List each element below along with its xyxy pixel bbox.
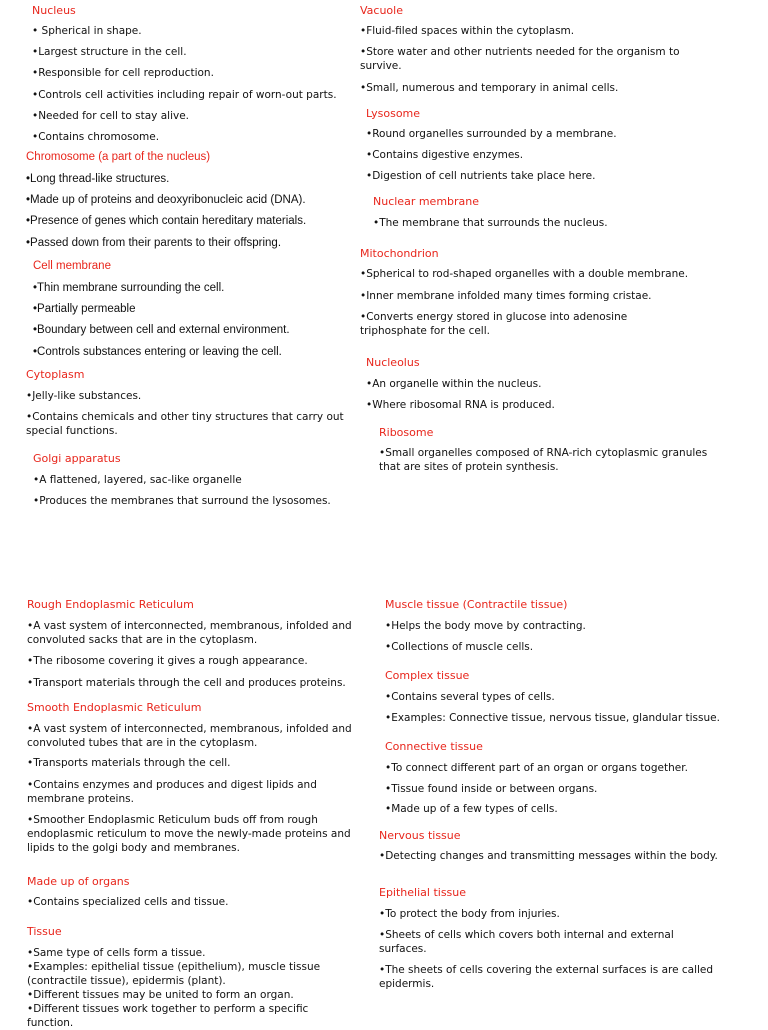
section-complex-tissue [385, 669, 685, 682]
bullet: •Responsible for cell reproduction. [32, 67, 214, 79]
section-title: Made up of organs [27, 875, 130, 888]
bullet: •To protect the body from injuries. [379, 908, 560, 920]
bullet: •Boundary between cell and external environment. [33, 324, 290, 336]
bullet: •Contains digestive enzymes. [366, 149, 524, 161]
bullet: •Contains enzymes and produces and digest lipids and membrane proteins. [27, 779, 317, 805]
bullet: •Long thread-like structures. [26, 173, 170, 185]
bullet: •Produces the membranes that surround the lysosomes. [33, 495, 331, 507]
section-nervous-tissue [379, 829, 679, 842]
section-vacuole [360, 4, 660, 17]
line: •Examples: epithelial tissue (epithelium), muscle tissue (contractile tissue), epidermis (plant). [27, 961, 321, 987]
section-title: Nucleus [32, 4, 76, 17]
section-cell-membrane [33, 260, 333, 273]
bullet: •Transport materials through the cell and produces proteins. [27, 677, 346, 689]
section-title: Vacuole [360, 4, 403, 17]
bullet: •Helps the body move by contracting. [385, 620, 586, 632]
bullet: •Small, numerous and temporary in animal cells. [360, 82, 619, 94]
section-title: Lysosome [366, 107, 421, 120]
section-title: Mitochondrion [360, 247, 439, 260]
section-title: Golgi apparatus [33, 452, 121, 465]
section-title: Tissue [27, 925, 62, 938]
section-title: Cell membrane [33, 260, 111, 272]
tissue-lines [27, 946, 347, 1030]
bullet: •Converts energy stored in glucose into adenosine triphosphate for the cell. [360, 311, 628, 337]
bullet: •Largest structure in the cell. [32, 46, 187, 58]
line: •Different tissues work together to perform a specific function. [27, 1003, 309, 1029]
section-organs [27, 875, 327, 888]
section-title: Cytoplasm [26, 368, 85, 381]
section-title: Complex tissue [385, 669, 470, 682]
section-smooth-er [27, 701, 347, 714]
bullet: •Spherical to rod-shaped organelles with a double membrane. [360, 268, 689, 280]
bullet: •Examples: Connective tissue, nervous tissue, glandular tissue. [385, 712, 720, 724]
section-nuclear-membrane [373, 195, 673, 208]
bullet: •Small organelles composed of RNA-rich cytoplasmic granules that are sites of protein synthesis. [379, 447, 708, 473]
bullet: •Contains chemicals and other tiny structures that carry out special functions. [26, 411, 344, 437]
bullet: •Collections of muscle cells. [385, 641, 534, 653]
bullet: •Made up of proteins and deoxyribonucleic acid (DNA). [26, 194, 306, 206]
section-title: Ribosome [379, 426, 434, 439]
section-nucleolus [366, 356, 666, 369]
bullet: •Fluid-filed spaces within the cytoplasm. [360, 25, 575, 37]
bullet: •To connect different part of an organ or organs together. [385, 762, 688, 774]
section-connective-tissue [385, 740, 685, 753]
bullet: •Passed down from their parents to their offspring. [26, 237, 282, 249]
bullet: •Presence of genes which contain hereditary materials. [26, 215, 307, 227]
bullet: •Contains several types of cells. [385, 691, 555, 703]
bullet: •Controls substances entering or leaving the cell. [33, 346, 282, 358]
line: •Different tissues may be united to form an organ. [27, 989, 294, 1001]
bullet: •Made up of a few types of cells. [385, 803, 558, 815]
bullet: •Store water and other nutrients needed for the organism to survive. [360, 46, 680, 72]
bullet: •Tissue found inside or between organs. [385, 783, 598, 795]
bullet: •Inner membrane infolded many times forming cristae. [360, 290, 652, 302]
bullet: •A vast system of interconnected, membranous, infolded and convoluted tubes that are in the cytoplasm. [27, 723, 352, 749]
bullet: •Thin membrane surrounding the cell. [33, 282, 225, 294]
section-title: Nervous tissue [379, 829, 461, 842]
bullet: •Jelly-like substances. [26, 390, 142, 402]
bullet: •An organelle within the nucleus. [366, 378, 542, 390]
section-rough-er [27, 598, 347, 611]
section-chromosome [26, 151, 346, 164]
bullet: •Digestion of cell nutrients take place here. [366, 170, 596, 182]
bullet: •The membrane that surrounds the nucleus. [373, 217, 608, 229]
bullet: •The sheets of cells covering the external surfaces is are called epidermis. [379, 964, 714, 990]
bullet: •A flattened, layered, sac-like organelle [33, 474, 242, 486]
section-mitochondrion [360, 247, 660, 260]
section-tissue [27, 925, 327, 938]
bullet: •Where ribosomal RNA is produced. [366, 399, 555, 411]
section-title: Chromosome (a part of the nucleus) [26, 151, 211, 163]
section-muscle-tissue [385, 598, 705, 611]
section-title: Smooth Endoplasmic Reticulum [27, 701, 202, 714]
bullet: •Sheets of cells which covers both internal and external surfaces. [379, 929, 674, 955]
section-nucleus [32, 4, 332, 17]
section-title: Epithelial tissue [379, 886, 467, 899]
bullet: •Needed for cell to stay alive. [32, 110, 190, 122]
section-title: Muscle tissue (Contractile tissue) [385, 598, 568, 611]
section-title: Connective tissue [385, 740, 483, 753]
bullet: •Transports materials through the cell. [27, 757, 231, 769]
bullet: •Partially permeable [33, 303, 136, 315]
section-ribosome [379, 426, 679, 439]
section-title: Nuclear membrane [373, 195, 480, 208]
section-lysosome [366, 107, 666, 120]
section-title: Nucleolus [366, 356, 420, 369]
section-cytoplasm [26, 368, 326, 381]
bullet: • Spherical in shape. [32, 25, 142, 37]
bullet: •The ribosome covering it gives a rough appearance. [27, 655, 308, 667]
line: •Same type of cells form a tissue. [27, 947, 206, 959]
section-golgi [33, 452, 333, 465]
section-epithelial-tissue [379, 886, 679, 899]
bullet: •A vast system of interconnected, membranous, infolded and convoluted sacks that are in the cytoplasm. [27, 620, 352, 646]
bullet: •Smoother Endoplasmic Reticulum buds off from rough endoplasmic reticulum to move the newly-made proteins and lipids to the golgi body and membranes. [27, 814, 351, 854]
bullet: •Round organelles surrounded by a membrane. [366, 128, 617, 140]
bullet: •Contains specialized cells and tissue. [27, 896, 229, 908]
bullet: •Controls cell activities including repair of worn-out parts. [32, 89, 337, 101]
bullet: •Detecting changes and transmitting messages within the body. [379, 850, 718, 862]
section-title: Rough Endoplasmic Reticulum [27, 598, 194, 611]
bullet: •Contains chromosome. [32, 131, 160, 143]
